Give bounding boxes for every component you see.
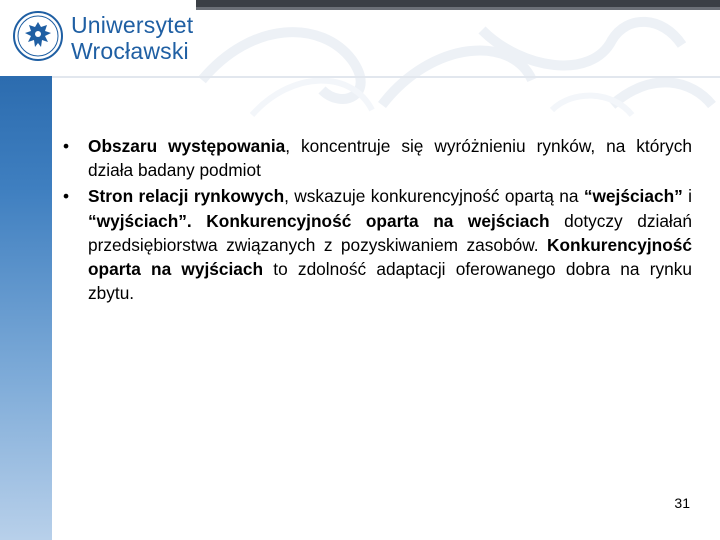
bullet-term-output-competitiveness: Konkurencyjność oparta na wyjściach — [88, 234, 692, 280]
university-name — [71, 12, 193, 64]
left-accent-band — [0, 0, 52, 540]
slide-content — [60, 134, 692, 305]
university-name-line1: Uniwersytet — [71, 12, 194, 38]
university-logo — [0, 0, 196, 76]
bullet-term: Stron relacji rynkowych — [88, 186, 285, 207]
bullet-item-relations — [60, 184, 692, 305]
bullet-icon: • — [62, 186, 70, 207]
page-number: 31 — [674, 495, 690, 511]
bullet-item-area — [60, 134, 692, 182]
top-dark-band — [196, 0, 720, 10]
bullet-text: , wskazuje konkurencyjność opartą na — [284, 186, 584, 207]
university-name-line2: Wrocławski — [71, 38, 189, 64]
bullet-icon: • — [62, 136, 70, 156]
bullet-text — [192, 211, 207, 231]
bullet-text: i — [682, 186, 692, 207]
bullet-term: Obszaru występowania — [88, 136, 286, 156]
bullet-text: to zdolność adaptacji oferowanego dobra na rynku zbytu. — [88, 259, 692, 304]
header-divider — [52, 76, 720, 78]
bullet-term-input-competitiveness: Konkurencyjność oparta na wejściach — [206, 210, 550, 231]
bullet-term-outputs: “wyjściach”. — [88, 210, 192, 231]
bullet-text: dotyczy działań przedsiębiorstwa związanych z pozyskiwaniem zasobów. — [88, 210, 692, 255]
eagle-crest-icon — [12, 10, 64, 62]
bullet-term-inputs: “wejściach” — [583, 186, 683, 207]
bullet-text: , koncentruje się wyróżnieniu rynków, na których działa badany podmiot — [88, 136, 692, 181]
